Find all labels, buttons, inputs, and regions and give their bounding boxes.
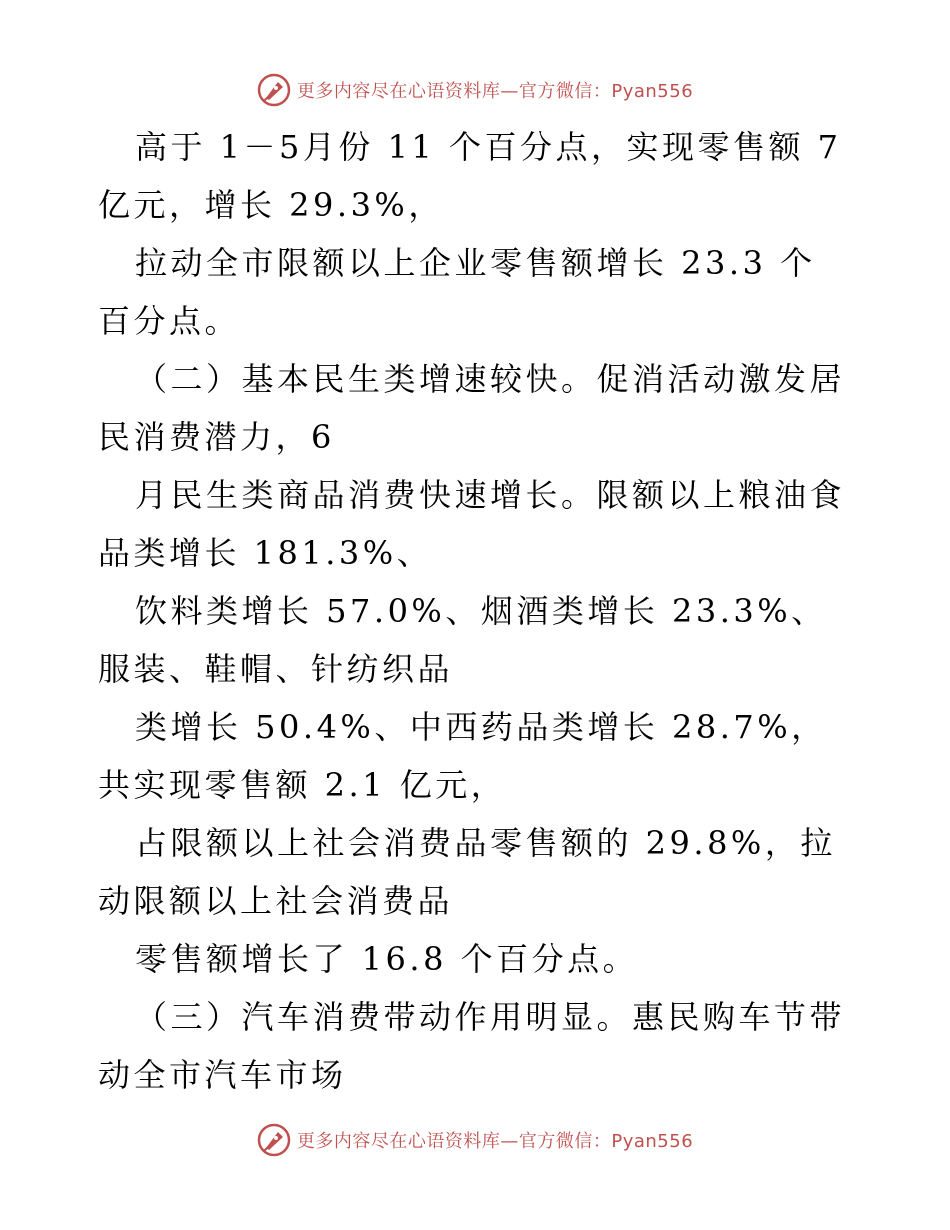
document-body xyxy=(98,118,850,1104)
paragraph: （三）汽车消费带动作用明显。惠民购车节带动全市汽车市场 xyxy=(98,998,846,1094)
header-banner xyxy=(0,70,950,110)
pen-nib-logo-icon xyxy=(257,73,291,107)
footer-banner xyxy=(0,1120,950,1160)
paragraph: 零售额增长了 16.8 个百分点。 xyxy=(135,940,639,978)
paragraph: 月民生类商品消费快速增长。限额以上粮油食品类增长 181.3%、 xyxy=(98,476,846,572)
header-banner-text: 更多内容尽在心语资料库—官方微信：Pyan556 xyxy=(296,81,694,102)
paragraph: 饮料类增长 57.0%、烟酒类增长 23.3%、服装、鞋帽、针纺织品 xyxy=(98,592,827,688)
paragraph: 占限额以上社会消费品零售额的 29.8%，拉动限额以上社会消费品 xyxy=(98,824,836,920)
paragraph: 类增长 50.4%、中西药品类增长 28.7%，共实现零售额 2.1 亿元， xyxy=(98,708,827,804)
paragraph: （二）基本民生类增速较快。促消活动激发居民消费潜力，6 xyxy=(98,360,846,456)
pen-nib-logo-icon xyxy=(257,1123,291,1157)
paragraph: 高于 1－5月份 11 个百分点，实现零售额 7亿元，增长 29.3%， xyxy=(98,128,842,224)
footer-banner-text: 更多内容尽在心语资料库—官方微信：Pyan556 xyxy=(296,1131,694,1152)
paragraph: 拉动全市限额以上企业零售额增长 23.3 个百分点。 xyxy=(98,244,816,340)
